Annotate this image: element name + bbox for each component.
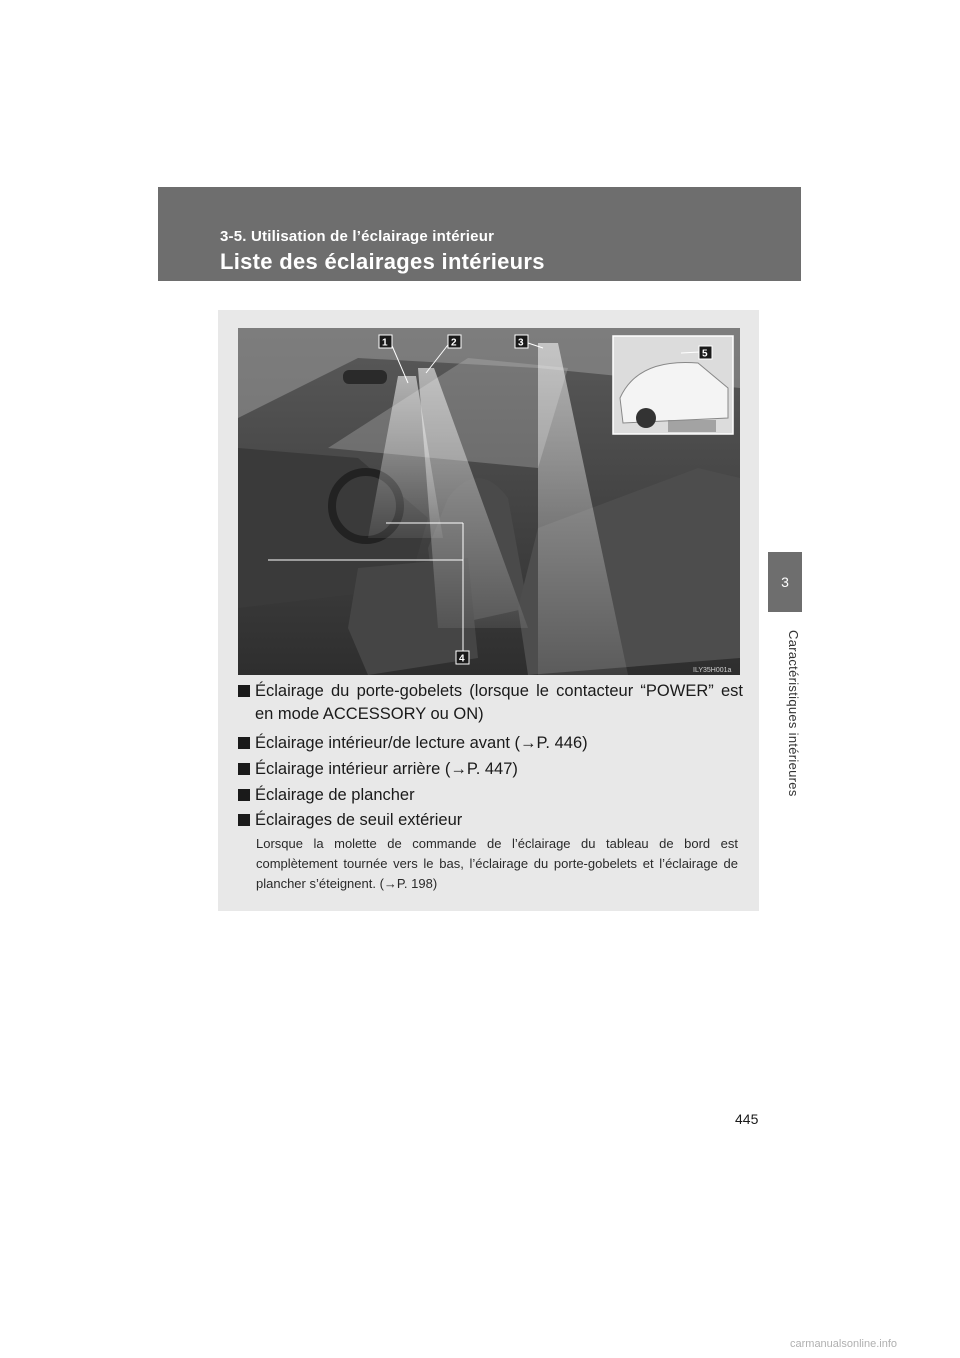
list-item bbox=[238, 809, 743, 832]
interior-lights-illustration bbox=[238, 328, 740, 675]
image-code: ILY35H001a bbox=[693, 667, 732, 674]
svg-text:2: 2 bbox=[451, 337, 457, 349]
ground-light-shape bbox=[668, 420, 716, 432]
number-marker-5 bbox=[238, 814, 250, 826]
mirror-shape bbox=[343, 370, 387, 384]
car-interior-drawing bbox=[238, 328, 740, 675]
list-item-text: Éclairages de seuil extérieur bbox=[255, 811, 463, 829]
wheel-shape bbox=[636, 408, 656, 428]
callout-3 bbox=[515, 335, 528, 349]
number-marker-2 bbox=[238, 737, 250, 749]
callout-5 bbox=[699, 346, 712, 360]
svg-text:4: 4 bbox=[459, 653, 465, 665]
list-item bbox=[238, 784, 743, 807]
list-item bbox=[238, 758, 743, 781]
list-item-text: Éclairage intérieur arrière (→P. 447) bbox=[255, 760, 518, 778]
svg-text:5: 5 bbox=[702, 348, 708, 360]
list-item-text: Éclairage intérieur/de lecture avant (→P. 446) bbox=[255, 734, 588, 752]
list-item-text: Éclairage du porte-gobelets (lorsque le contacteur “POWER” est en mode ACCESSORY ou ON) bbox=[255, 682, 743, 723]
svg-text:1: 1 bbox=[382, 337, 388, 349]
callout-4 bbox=[456, 651, 469, 665]
page-title: Liste des éclairages intérieurs bbox=[220, 249, 545, 274]
content-box bbox=[218, 310, 759, 911]
chapter-tab[interactable]: 3 bbox=[768, 552, 802, 612]
list-item bbox=[238, 732, 743, 755]
list-item bbox=[238, 680, 743, 726]
number-marker-1 bbox=[238, 685, 250, 697]
section-label: 3-5. Utilisation de l’éclairage intérieur bbox=[220, 228, 495, 245]
chapter-label: Caractéristiques intérieures bbox=[786, 630, 801, 797]
number-marker-3 bbox=[238, 763, 250, 775]
page-number: 445 bbox=[735, 1111, 759, 1127]
callout-1 bbox=[379, 335, 392, 349]
callout-2 bbox=[448, 335, 461, 349]
section-header bbox=[158, 187, 801, 281]
number-marker-4 bbox=[238, 789, 250, 801]
list-item-text: Éclairage de plancher bbox=[255, 786, 415, 804]
note-text: Lorsque la molette de commande de l’éclairage du tableau de bord est complètement tournée vers le bas, l’éclairage du porte-gobelets et l’éclairage de plancher s’éteignent. (→P. 198) bbox=[256, 836, 738, 891]
watermark[interactable]: carmanualsonline.info bbox=[790, 1338, 898, 1350]
svg-text:3: 3 bbox=[518, 337, 524, 349]
